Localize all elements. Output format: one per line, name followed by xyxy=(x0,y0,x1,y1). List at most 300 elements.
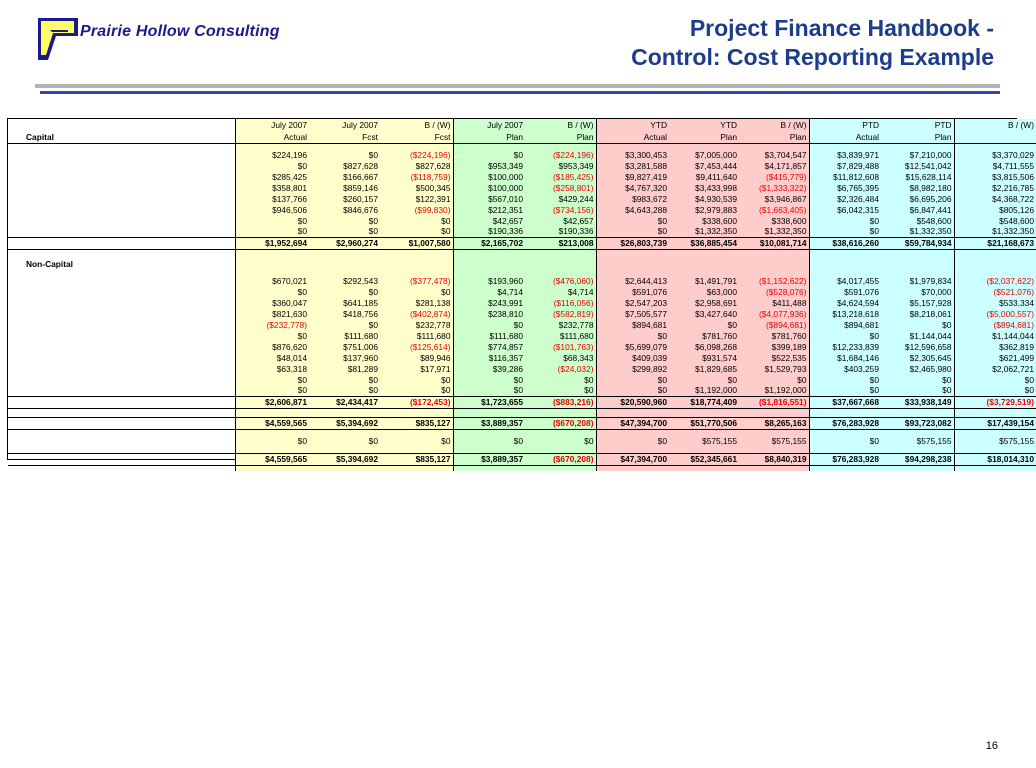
table-cell: $7,210,000 xyxy=(881,149,954,160)
table-cell xyxy=(809,249,881,258)
table-cell xyxy=(809,258,881,269)
table-cell: $4,930,539 xyxy=(669,193,739,204)
table-cell: $0 xyxy=(954,374,1036,385)
row-label xyxy=(8,160,235,171)
table-cell: $48,014 xyxy=(235,352,309,363)
table-cell: $42,657 xyxy=(453,215,525,226)
table-cell: ($101,763) xyxy=(525,341,596,352)
table-cell xyxy=(309,465,380,471)
table-cell: $2,979,883 xyxy=(669,204,739,215)
table-cell: $137,766 xyxy=(235,193,309,204)
table-cell: $100,000 xyxy=(453,182,525,193)
table-cell: $166,667 xyxy=(309,171,380,182)
table-cell xyxy=(525,465,596,471)
table-cell: $0 xyxy=(809,226,881,237)
table-cell: $7,829,488 xyxy=(809,160,881,171)
table-cell: $953,349 xyxy=(525,160,596,171)
table-cell: $36,885,454 xyxy=(669,237,739,249)
table-cell: $931,574 xyxy=(669,352,739,363)
table-cell: $0 xyxy=(309,429,380,453)
table-row xyxy=(8,215,1036,226)
table-cell xyxy=(669,408,739,417)
table-cell: ($125,614) xyxy=(380,341,453,352)
table-cell: $805,126 xyxy=(954,204,1036,215)
table-cell: $2,547,203 xyxy=(596,297,669,308)
table-cell: $232,778 xyxy=(525,319,596,330)
table-cell: Fcst xyxy=(309,131,380,143)
table-cell: $2,606,871 xyxy=(235,396,309,408)
table-cell: ($582,819) xyxy=(525,308,596,319)
table-cell: ($185,425) xyxy=(525,171,596,182)
table-cell: $0 xyxy=(235,374,309,385)
table-cell: ($258,801) xyxy=(525,182,596,193)
table-cell: $0 xyxy=(453,374,525,385)
table-cell: ($528,076) xyxy=(739,286,809,297)
table-cell: $8,218,061 xyxy=(881,308,954,319)
section-label-capital: Capital xyxy=(8,131,235,143)
table-cell: $670,021 xyxy=(235,275,309,286)
table-cell: $17,971 xyxy=(380,363,453,374)
table-cell: July 2007 xyxy=(235,119,309,131)
row-label xyxy=(8,341,235,352)
table-cell: ($232,778) xyxy=(235,319,309,330)
table-cell: $403,259 xyxy=(809,363,881,374)
table-cell: $100,000 xyxy=(453,171,525,182)
table-cell: $399,189 xyxy=(739,341,809,352)
table-cell: $946,506 xyxy=(235,204,309,215)
row-label xyxy=(8,429,235,453)
table-cell: $9,827,419 xyxy=(596,171,669,182)
table-cell: $338,600 xyxy=(739,215,809,226)
table-cell: $6,765,395 xyxy=(809,182,881,193)
table-cell: YTD xyxy=(596,119,669,131)
table-row xyxy=(8,308,1036,319)
table-cell: $894,681 xyxy=(596,319,669,330)
table-cell: $0 xyxy=(380,215,453,226)
table-cell: $0 xyxy=(596,215,669,226)
table-cell xyxy=(669,258,739,269)
table-cell: ($377,478) xyxy=(380,275,453,286)
row-label xyxy=(8,237,235,249)
table-cell: Plan xyxy=(669,131,739,143)
table-cell: ($1,816,551) xyxy=(739,396,809,408)
row-label xyxy=(8,465,235,471)
table-cell: $411,488 xyxy=(739,297,809,308)
table-cell: $0 xyxy=(235,226,309,237)
table-cell: $4,714 xyxy=(453,286,525,297)
row-label xyxy=(8,193,235,204)
header-rule-gray xyxy=(35,84,1000,88)
table-cell: $15,628,114 xyxy=(881,171,954,182)
table-cell: $3,300,453 xyxy=(596,149,669,160)
table-cell: $0 xyxy=(596,330,669,341)
table-cell: $358,801 xyxy=(235,182,309,193)
spacer-row xyxy=(8,249,1036,258)
table-cell: $89,946 xyxy=(380,352,453,363)
row-label xyxy=(8,297,235,308)
table-cell: $0 xyxy=(309,215,380,226)
table-cell: $10,081,714 xyxy=(739,237,809,249)
table-cell xyxy=(739,249,809,258)
table-cell: $0 xyxy=(809,215,881,226)
header-row-bottom xyxy=(8,131,1036,143)
table-cell: $751,006 xyxy=(309,341,380,352)
table-cell: $3,815,506 xyxy=(954,171,1036,182)
grand-total-row xyxy=(8,417,1036,429)
section-label-noncapital: Non-Capital xyxy=(26,258,73,269)
table-row xyxy=(8,149,1036,160)
table-cell: $0 xyxy=(596,374,669,385)
table-cell: $0 xyxy=(309,319,380,330)
table-cell: $7,453,444 xyxy=(669,160,739,171)
table-cell: $533,334 xyxy=(954,297,1036,308)
table-cell: $47,394,700 xyxy=(596,417,669,429)
table-cell: ($1,333,322) xyxy=(739,182,809,193)
table-cell: $1,684,146 xyxy=(809,352,881,363)
table-cell: $76,283,928 xyxy=(809,417,881,429)
table-cell: $63,000 xyxy=(669,286,739,297)
table-cell: B / (W) xyxy=(380,119,453,131)
table-cell xyxy=(881,408,954,417)
spacer-row xyxy=(8,408,1036,417)
table-cell: B / (W) xyxy=(739,119,809,131)
company-logo-text: Prairie Hollow Consulting xyxy=(80,23,280,40)
total-capital-row xyxy=(8,237,1036,249)
row-label xyxy=(8,453,235,465)
table-cell: $1,144,044 xyxy=(954,330,1036,341)
table-cell: $38,616,260 xyxy=(809,237,881,249)
table-cell: ($224,196) xyxy=(525,149,596,160)
row-label xyxy=(8,204,235,215)
table-cell: $1,332,350 xyxy=(954,226,1036,237)
table-cell: YTD xyxy=(669,119,739,131)
table-cell: $0 xyxy=(380,286,453,297)
table-cell: $39,286 xyxy=(453,363,525,374)
table-cell: Actual xyxy=(809,131,881,143)
table-cell: $213,008 xyxy=(525,237,596,249)
table-cell: ($224,196) xyxy=(380,149,453,160)
table-cell xyxy=(453,249,525,258)
table-cell: ($521,076) xyxy=(954,286,1036,297)
table-cell: $0 xyxy=(380,429,453,453)
table-cell: Plan xyxy=(525,131,596,143)
table-cell: $4,714 xyxy=(525,286,596,297)
table-cell: $281,138 xyxy=(380,297,453,308)
table-cell: $2,434,417 xyxy=(309,396,380,408)
table-cell: $0 xyxy=(309,385,380,396)
table-cell xyxy=(596,465,669,471)
table-cell: $193,960 xyxy=(453,275,525,286)
page-title-line2: Control: Cost Reporting Example xyxy=(631,44,994,70)
table-cell: July 2007 xyxy=(309,119,380,131)
table-cell: $137,960 xyxy=(309,352,380,363)
table-cell: $0 xyxy=(669,374,739,385)
table-cell xyxy=(380,258,453,269)
table-cell: ($118,759) xyxy=(380,171,453,182)
table-cell: $8,840,319 xyxy=(739,453,809,465)
grand-total-severance-row xyxy=(8,453,1036,465)
table-cell: $59,784,934 xyxy=(881,237,954,249)
table-cell: $0 xyxy=(809,374,881,385)
table-cell: Actual xyxy=(596,131,669,143)
table-cell: $827,628 xyxy=(309,160,380,171)
table-cell: PTD xyxy=(881,119,954,131)
cost-report-table-container xyxy=(7,118,1034,464)
table-cell: $1,007,580 xyxy=(380,237,453,249)
table-cell: $0 xyxy=(453,319,525,330)
table-cell xyxy=(739,465,809,471)
table-cell xyxy=(235,465,309,471)
table-cell: $111,680 xyxy=(380,330,453,341)
logo-mark-icon xyxy=(38,18,80,60)
table-cell: ($99,830) xyxy=(380,204,453,215)
table-cell: $2,165,702 xyxy=(453,237,525,249)
table-cell: $18,014,310 xyxy=(954,453,1036,465)
table-cell: B / (W) xyxy=(525,119,596,131)
table-cell: $26,803,739 xyxy=(596,237,669,249)
table-cell xyxy=(380,249,453,258)
table-cell: $774,857 xyxy=(453,341,525,352)
table-cell: $0 xyxy=(881,385,954,396)
table-row xyxy=(8,363,1036,374)
table-cell: $0 xyxy=(954,385,1036,396)
table-cell: $2,958,691 xyxy=(669,297,739,308)
table-cell: $983,672 xyxy=(596,193,669,204)
table-cell: $2,062,721 xyxy=(954,363,1036,374)
table-cell: $362,819 xyxy=(954,341,1036,352)
table-cell: $0 xyxy=(596,226,669,237)
table-cell: $6,695,206 xyxy=(881,193,954,204)
table-cell: B / (W) xyxy=(954,119,1036,131)
table-cell: $0 xyxy=(596,385,669,396)
table-cell: $52,345,661 xyxy=(669,453,739,465)
table-row xyxy=(8,226,1036,237)
table-cell: $0 xyxy=(453,385,525,396)
table-cell: $2,216,785 xyxy=(954,182,1036,193)
table-cell: $0 xyxy=(881,374,954,385)
table-cell: $0 xyxy=(235,385,309,396)
table-row xyxy=(8,341,1036,352)
table-cell: $20,590,960 xyxy=(596,396,669,408)
table-cell: PTD xyxy=(809,119,881,131)
table-row xyxy=(8,297,1036,308)
table-cell: $0 xyxy=(235,286,309,297)
table-cell: $1,529,793 xyxy=(739,363,809,374)
table-row xyxy=(8,160,1036,171)
table-cell: $575,155 xyxy=(954,429,1036,453)
table-row xyxy=(8,193,1036,204)
table-cell: $575,155 xyxy=(669,429,739,453)
row-label xyxy=(8,171,235,182)
table-cell: $42,657 xyxy=(525,215,596,226)
table-cell: $0 xyxy=(309,149,380,160)
table-cell: $575,155 xyxy=(739,429,809,453)
table-cell: $0 xyxy=(881,319,954,330)
table-cell: $93,723,082 xyxy=(881,417,954,429)
table-cell: $360,047 xyxy=(235,297,309,308)
table-cell: $13,218,618 xyxy=(809,308,881,319)
table-cell: $299,892 xyxy=(596,363,669,374)
table-cell: $68,343 xyxy=(525,352,596,363)
row-label xyxy=(8,385,235,396)
table-cell: $1,192,000 xyxy=(669,385,739,396)
table-cell xyxy=(380,408,453,417)
table-cell: $2,465,980 xyxy=(881,363,954,374)
page-title xyxy=(631,14,994,72)
table-cell: $953,349 xyxy=(453,160,525,171)
table-cell: $548,600 xyxy=(881,215,954,226)
table-cell xyxy=(809,465,881,471)
table-cell: $6,847,441 xyxy=(881,204,954,215)
header-rule-blue xyxy=(40,91,1000,94)
table-cell: ($1,663,405) xyxy=(739,204,809,215)
table-cell: $0 xyxy=(235,330,309,341)
table-cell: $21,168,673 xyxy=(954,237,1036,249)
table-cell: $37,667,668 xyxy=(809,396,881,408)
table-cell: $1,144,044 xyxy=(881,330,954,341)
table-cell: $5,699,079 xyxy=(596,341,669,352)
table-cell xyxy=(235,408,309,417)
table-cell: $33,938,149 xyxy=(881,396,954,408)
table-cell: ($670,208) xyxy=(525,453,596,465)
table-cell: $0 xyxy=(596,429,669,453)
table-cell: $47,394,700 xyxy=(596,453,669,465)
table-cell: ($172,453) xyxy=(380,396,453,408)
table-cell xyxy=(453,465,525,471)
table-cell xyxy=(309,408,380,417)
table-cell: ($4,077,936) xyxy=(739,308,809,319)
table-cell: $285,425 xyxy=(235,171,309,182)
table-cell: $190,336 xyxy=(453,226,525,237)
table-cell: ($2,037,622) xyxy=(954,275,1036,286)
row-label xyxy=(8,330,235,341)
row-label xyxy=(8,417,235,429)
table-cell: $641,185 xyxy=(309,297,380,308)
table-cell xyxy=(954,131,1036,143)
table-cell: $243,991 xyxy=(453,297,525,308)
table-cell xyxy=(669,465,739,471)
table-cell: $429,244 xyxy=(525,193,596,204)
table-cell: $1,332,350 xyxy=(739,226,809,237)
table-row xyxy=(8,385,1036,396)
table-cell: $418,756 xyxy=(309,308,380,319)
table-cell: $260,157 xyxy=(309,193,380,204)
table-cell: $4,643,288 xyxy=(596,204,669,215)
table-cell: $0 xyxy=(809,429,881,453)
table-cell: $781,760 xyxy=(669,330,739,341)
table-cell xyxy=(881,465,954,471)
table-cell xyxy=(954,258,1036,269)
table-cell: Plan xyxy=(739,131,809,143)
table-row xyxy=(8,171,1036,182)
table-cell: Plan xyxy=(881,131,954,143)
row-label xyxy=(8,319,235,330)
table-cell: $1,723,655 xyxy=(453,396,525,408)
table-cell: $0 xyxy=(235,215,309,226)
table-cell: $4,559,565 xyxy=(235,417,309,429)
table-cell xyxy=(954,249,1036,258)
table-cell: $6,098,268 xyxy=(669,341,739,352)
table-cell: $3,281,588 xyxy=(596,160,669,171)
table-cell: $0 xyxy=(809,330,881,341)
table-row xyxy=(8,319,1036,330)
table-row xyxy=(8,286,1036,297)
table-cell: $5,157,928 xyxy=(881,297,954,308)
table-cell xyxy=(525,408,596,417)
table-cell xyxy=(380,465,453,471)
table-cell: $0 xyxy=(380,374,453,385)
table-cell: $1,332,350 xyxy=(669,226,739,237)
table-cell: $2,305,645 xyxy=(881,352,954,363)
table-cell xyxy=(453,258,525,269)
row-label xyxy=(8,408,235,417)
table-cell: $0 xyxy=(669,319,739,330)
table-cell: $190,336 xyxy=(525,226,596,237)
table-cell: ($24,032) xyxy=(525,363,596,374)
table-cell: $76,283,928 xyxy=(809,453,881,465)
table-cell: $835,127 xyxy=(380,417,453,429)
table-cell xyxy=(739,408,809,417)
table-cell: $3,889,357 xyxy=(453,453,525,465)
table-cell: $1,491,791 xyxy=(669,275,739,286)
table-cell: $0 xyxy=(453,149,525,160)
table-cell: $8,265,163 xyxy=(739,417,809,429)
table-cell: $781,760 xyxy=(739,330,809,341)
table-cell: $238,810 xyxy=(453,308,525,319)
table-cell: $0 xyxy=(380,385,453,396)
table-cell: $232,778 xyxy=(380,319,453,330)
table-cell: $548,600 xyxy=(954,215,1036,226)
table-cell: $224,196 xyxy=(235,149,309,160)
table-cell: $827,628 xyxy=(380,160,453,171)
table-cell: $876,620 xyxy=(235,341,309,352)
table-cell: $846,676 xyxy=(309,204,380,215)
table-row xyxy=(8,374,1036,385)
table-cell: Actual xyxy=(235,131,309,143)
table-cell: ($402,874) xyxy=(380,308,453,319)
table-cell xyxy=(954,408,1036,417)
row-label xyxy=(8,215,235,226)
table-cell: $4,368,722 xyxy=(954,193,1036,204)
row-label xyxy=(8,374,235,385)
page-title-line1: Project Finance Handbook - xyxy=(689,15,994,41)
table-cell: $63,318 xyxy=(235,363,309,374)
total-noncapital-row xyxy=(8,396,1036,408)
table-cell: $9,411,640 xyxy=(669,171,739,182)
table-cell: $0 xyxy=(525,385,596,396)
table-cell: $835,127 xyxy=(380,453,453,465)
table-cell: ($1,152,622) xyxy=(739,275,809,286)
row-label xyxy=(8,275,235,286)
table-cell: ($3,729,519) xyxy=(954,396,1036,408)
header-row-top xyxy=(8,119,1036,131)
table-cell: $116,357 xyxy=(453,352,525,363)
table-cell: $4,171,857 xyxy=(739,160,809,171)
table-cell: ($476,060) xyxy=(525,275,596,286)
table-cell xyxy=(809,408,881,417)
row-label xyxy=(8,226,235,237)
table-row xyxy=(8,352,1036,363)
table-cell: $292,543 xyxy=(309,275,380,286)
table-cell: $3,427,640 xyxy=(669,308,739,319)
table-cell: $7,005,000 xyxy=(669,149,739,160)
table-cell: $6,042,315 xyxy=(809,204,881,215)
table-cell xyxy=(525,249,596,258)
table-cell: $122,391 xyxy=(380,193,453,204)
table-cell: $4,711,555 xyxy=(954,160,1036,171)
table-cell: $12,596,658 xyxy=(881,341,954,352)
table-cell: $3,889,357 xyxy=(453,417,525,429)
